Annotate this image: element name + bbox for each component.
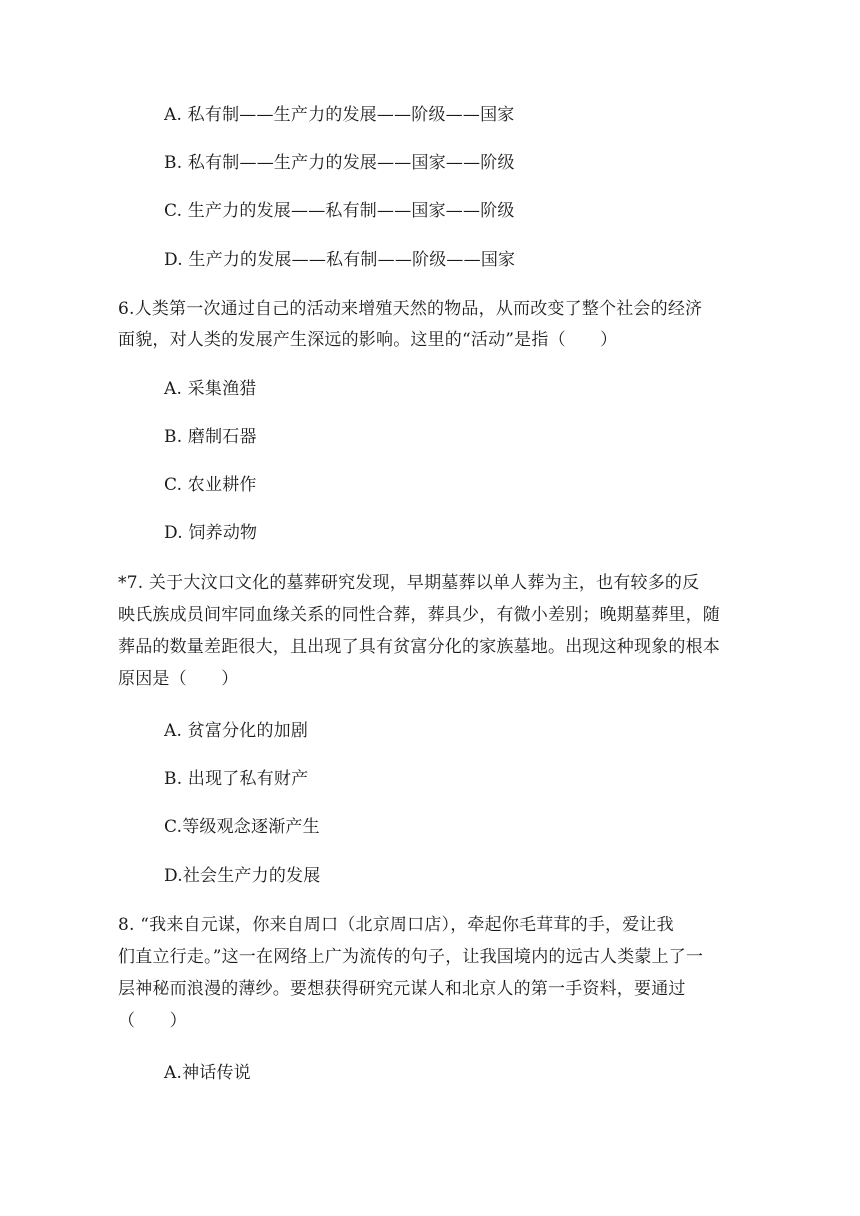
q6-option-a: A. 采集渔猎 [164, 379, 257, 399]
q6-stem-line-2: 面貌，对人类的发展产生深远的影响。这里的“活动”是指（ ） [118, 330, 618, 350]
q7-option-b: B. 出现了私有财产 [164, 769, 309, 789]
q7-stem-line-3: 葬品的数量差距很大，且出现了具有贫富分化的家族墓地。出现这种现象的根本 [118, 637, 720, 657]
q5-option-d: D. 生产力的发展——私有制——阶级——国家 [164, 250, 516, 270]
q7-stem-line-2: 映氏族成员间牢同血缘关系的同性合葬，葬具少，有微小差别；晚期墓葬里，随 [118, 605, 720, 625]
q7-stem-line-1: *7. 关于大汶口文化的墓葬研究发现，早期墓葬以单人葬为主，也有较多的反 [118, 573, 700, 593]
q5-option-c: C. 生产力的发展——私有制——国家——阶级 [164, 201, 515, 221]
q6-option-d: D. 饲养动物 [164, 523, 258, 543]
q6-stem-line-1: 6.人类第一次通过自己的活动来增殖天然的物品，从而改变了整个社会的经济 [118, 299, 703, 319]
q7-option-a: A. 贫富分化的加剧 [164, 721, 309, 741]
q7-option-d: D.社会生产力的发展 [164, 866, 321, 886]
q8-stem-line-1: 8. “我来自元谋，你来自周口（北京周口店），牵起你毛茸茸的手，爱让我 [118, 915, 674, 935]
q5-option-b: B. 私有制——生产力的发展——国家——阶级 [164, 153, 515, 173]
q6-option-b: B. 磨制石器 [164, 427, 257, 447]
q7-option-c: C.等级观念逐渐产生 [164, 817, 320, 837]
q8-stem-line-3: 层神秘而浪漫的薄纱。要想获得研究元谋人和北京人的第一手资料，要通过 [118, 979, 686, 999]
q7-stem-line-4: 原因是（ ） [118, 669, 239, 689]
q5-option-a: A. 私有制——生产力的发展——阶级——国家 [164, 105, 515, 125]
q8-stem-line-4: （ ） [118, 1011, 187, 1031]
q6-option-c: C. 农业耕作 [164, 475, 257, 495]
q8-stem-line-2: 们直立行走。”这一在网络上广为流传的句子，让我国境内的远古人类蒙上了一 [118, 947, 704, 967]
q8-option-a: A.神话传说 [164, 1063, 251, 1083]
